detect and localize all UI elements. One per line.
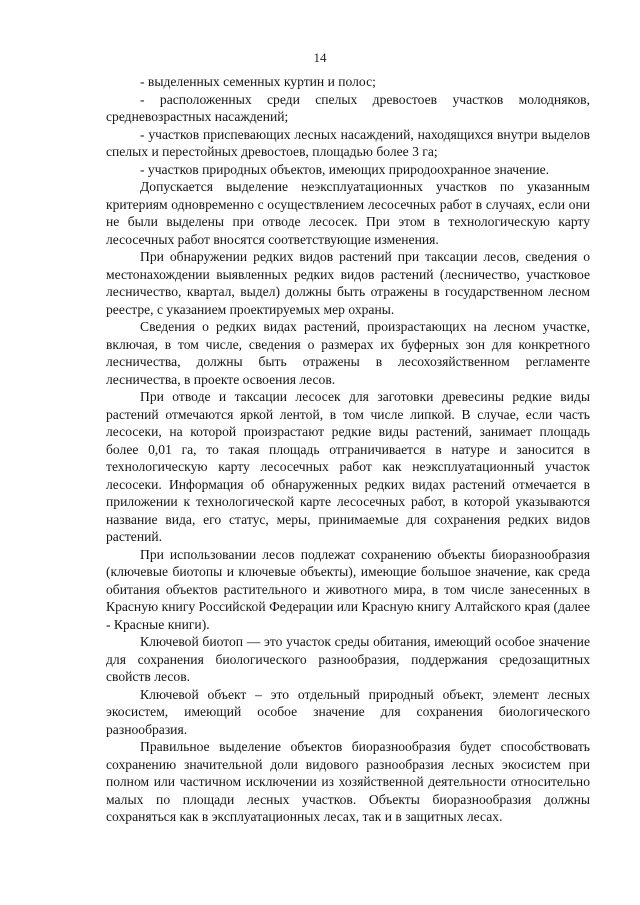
paragraph: При обнаружении редких видов растений при таксации лесов, сведения о местонахождении выявленных редких видов растений (лесничество, участковое лесничество, квартал, выдел) должны быть отражены в государственном лесном реестре, с указанием проектируемых мер охраны. [106, 249, 590, 317]
paragraph: - выделенных семенных куртин и полос; [140, 74, 376, 89]
paragraph: - участков природных объектов, имеющих природоохранное значение. [140, 161, 550, 177]
page-number: 14 [313, 50, 327, 65]
paragraph: При отводе и таксации лесосек для заготовки древесины редкие виды растений отмечаются яркой лентой, в том числе липкой. В случае, если часть лесосеки, на которой произрастают редкие виды растений, занимает площадь более 0,01 га, то такая площадь отграничивается в натуре и заносится в технологическую карту лесосечных работ как неэксплуатационный участок лесосеки. Информация об обнаруженных редких видах растений отмечается в приложении к технологической карте лесосечных работ, в которой указываются название вида, его статус, меры, принимаемые для сохранения редких видов растений. [106, 389, 590, 544]
document-body [106, 73, 590, 826]
paragraph: Допускается выделение неэксплуатационных участков по указанным критериям одновременно с осуществлением лесосечных работ в случаях, если они не были выделены при отводе лесосек. При этом в технологическую карту лесосечных работ вносятся соответствующие изменения. [106, 179, 590, 247]
paragraph: Сведения о редких видах растений, произрастающих на лесном участке, включая, в том числе, сведения о размерах их буферных зон для конкретного лесничества, должны быть отражены в лесохозяйственном регламенте лесничества, в проекте освоения лесов. [106, 319, 590, 387]
paragraph: При использовании лесов подлежат сохранению объекты биоразнообразия (ключевые биотопы и ключевые объекты), имеющие большое значение, как среда обитания объектов растительного и животного мира, в том числе занесенных в Красную книгу Российской Федерации или Красную книгу Алтайского края (далее - Красные книги). [106, 546, 590, 632]
paragraph: Ключевой объект – это отдельный природный объект, элемент лесных экосистем, имеющий особое значение для сохранения биологического разнообразия. [106, 686, 590, 737]
paragraph: Правильное выделение объектов биоразнообразия будет способствовать сохранению значительной доли видового разнообразия лесных экосистем при полном или частичном исключении из хозяйственной деятельности относительно малых по площади лесных участков. Объекты биоразнообразия должны сохраняться как в эксплуатационных лесах, так и в защитных лесах. [106, 739, 590, 824]
paragraph: - расположенных среди спелых древостоев участков молодняков, средневозрастных насаждений; [106, 91, 590, 124]
paragraph: Ключевой биотоп — это участок среды обитания, имеющий особое значение для сохранения биологического разнообразия, поддержания средозащитных свойств лесов. [106, 634, 590, 684]
paragraph: - участков приспевающих лесных насаждений, находящихся внутри выделов спелых и перестойных древостоев, площадью более 3 га; [106, 126, 590, 159]
